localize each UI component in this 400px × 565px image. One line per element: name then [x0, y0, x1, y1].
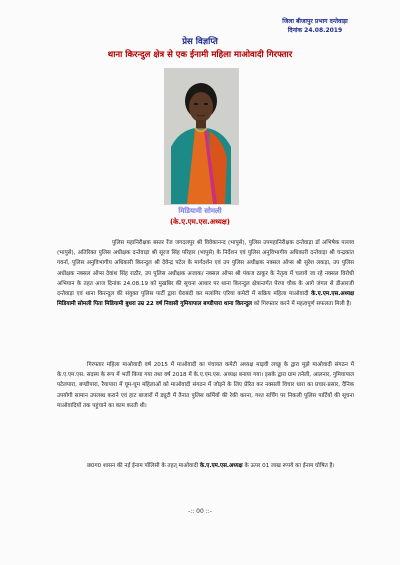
arrestee-photo [164, 68, 239, 205]
release-date: दिनांक 24.08.2019 [287, 27, 343, 34]
paragraph-1-text: पुलिस महानिरीक्षक बस्तर रेंज जगदलपुर श्री विवेकानन्द (भापुसे), पुलिस उपमहानिरीक्षक दन्तेवाड़ा डॉ अभिषेक पल्लव (भापुसे), अतिरिक्त पुलिस अधीक्षक दन्तेवाड़ा श्री सूरज सिंह परिहार (भापुसे) के निर्देशन एवं पुलिस अनुविभागीय अधिकारी दन्तेवाड़ा श्री चन्द्रकांत गवर्ना, पुलिस अनुविभागीय अधिकारी किरन्दुल श्री देवेन्द्र पटेल के मार्गदर्शन एवं उप पुलिस अधीक्षक नक्सल ऑप्स श्री सुरेश लकड़ा, उप पुलिस अधीक्षक नक्सल ऑप्स देवांश सिंह राठौर, उप पुलिस अधीक्षक अजाक/ नक्सल ऑप्स श्री पंकज ठाकुर के नेतृत्व में चलाये जा रहे नक्सल विरोधी अभियान के तहत आज दिनांक 24.08.19 को मुखबिर की सूचना आधार पर थाना किरन्दुल क्षेत्रान्तर्गत पेरपा चौक के आगे जंगल से डीआरजी दन्तेवाड़ा एवं थाना किरन्दुल की संयुक्त पुलिस पार्टी द्वारा घेराबंदी कर मलांगिर एरिया कमेटी में सक्रिय महिला माओवादी [57, 240, 354, 298]
document-subtitle: थाना किरन्दुल क्षेत्र से एक ईनामी महिला माओवादी गिरफ्तार [107, 50, 293, 60]
paragraph-3-text: छ0ग0 शासन की नई ईनाम पॉलिसी के तहत् माओवादी [87, 463, 199, 469]
paragraph-1-tail: को गिरफ्तार करने में महत्वपूर्ण सफलता मिली है। [253, 301, 352, 308]
reward-rank: के.ए.एम.एस.अध्यक्ष [199, 463, 243, 469]
photo-caption-rank: (के.ए.एम.एस.अध्यक्ष) [169, 218, 230, 226]
document-title: प्रेस विज्ञप्ति [182, 37, 218, 47]
document-footer: -:: 00 ::- [188, 508, 212, 515]
office-name: जिला बीजापुर प्रभाग दन्तेवाड़ा [282, 18, 348, 25]
paragraph-1 [57, 238, 354, 309]
paragraph-3 [57, 461, 354, 471]
office-header [260, 17, 370, 35]
arrestee-details: के.ए.एम.एस.अध्यक्ष मिडियामी सोमली पिता मिडियामी बुधरा उम्र 22 वर्ष निवासी गुमियापाल बण्डीपारा थाना किरन्दुल [57, 291, 354, 308]
photo-caption-name: मिडियामी सोमली [178, 207, 222, 215]
paragraph-3-tail: के ऊपर 01 लाख रूपये का ईनाम घोषित है। [244, 463, 335, 469]
paragraph-2: गिरफ्तार महिला माओवादी वर्ष 2015 में माओवादी का पंचायत कमेटी अध्यक्ष माड़वी लच्छू के द्वारा मुझे माओवादी संगठन में के.ए.एम.एस. सदस्य के रूप में भर्ती किया गया तथा वर्ष 2018 में के.ए.एम.एस. अध्यक्ष बनाया गया। इसके द्वारा ग्राम तनेली, आलनार, गुमियापाल पटेलपारा, बण्डीपारा, रैयापारा में घूम-घूम महिलाओं को माओवादी संगठन में जोड़ने के लिए प्रेरित कर नक्सली विचार धारा का प्रचार-प्रसार, दैनिक उपयोगी सामान उपलब्ध कराने एवं हाट बाजारों में ड्यूटी में तैनात पुलिस कर्मियों की रेकी करना, गश्त सर्चिंग पर निकली पुलिस पार्टियों की सूचना माओवादियों तक पहुंचाने का काम करती थी। [57, 362, 354, 409]
